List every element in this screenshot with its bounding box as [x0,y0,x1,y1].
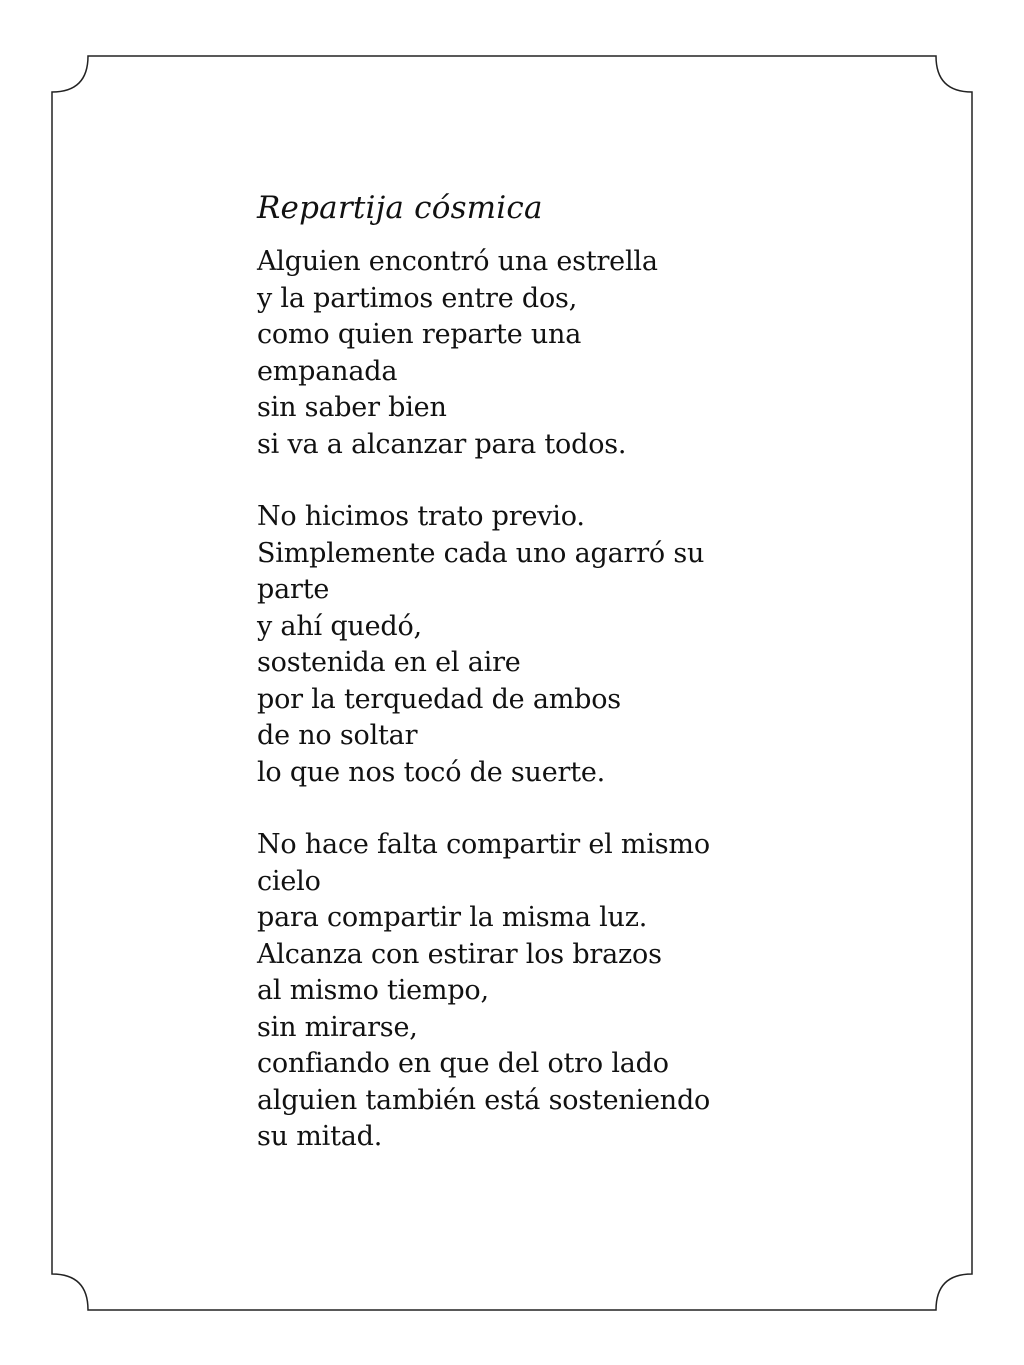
poem-line: de no soltar [257,720,418,751]
poem-line: cielo [257,865,321,897]
poem-line: alguien también está sosteniendo [257,1084,711,1116]
poem-line: No hace falta compartir el mismo [257,829,710,860]
poem-line: y ahí quedó, [257,610,422,642]
poem [257,186,937,1192]
poem-line: por la terquedad de ambos [257,683,621,715]
poem-line: su mitad. [257,1121,383,1152]
poem-line: confiando en que del otro lado [257,1048,669,1079]
poem-line: lo que nos tocó de suerte. [257,756,606,788]
poem-line: Simplemente cada uno agarró su [257,537,705,569]
poem-line: si va a alcanzar para todos. [257,428,627,460]
poem-line: para compartir la misma luz. [257,902,648,933]
poem-line: No hicimos trato previo. [257,501,585,532]
poem-line: Alcanza con estirar los brazos [257,938,662,970]
poem-line: y la partimos entre dos, [257,282,578,314]
poem-line: como quien reparte una [257,319,582,350]
poem-line: sostenida en el aire [257,647,521,678]
poem-line: sin saber bien [257,392,447,423]
poem-line: sin mirarse, [257,1011,418,1043]
poem-line: Alguien encontró una estrella [257,246,658,277]
poem-title: Repartija cósmica [257,190,543,226]
stanza-3 [257,827,937,1156]
poem-line: al mismo tiempo, [257,975,489,1006]
stanza-1 [257,244,937,463]
stanza-2 [257,499,937,791]
poem-line: empanada [257,355,398,387]
poem-line: parte [257,574,330,605]
